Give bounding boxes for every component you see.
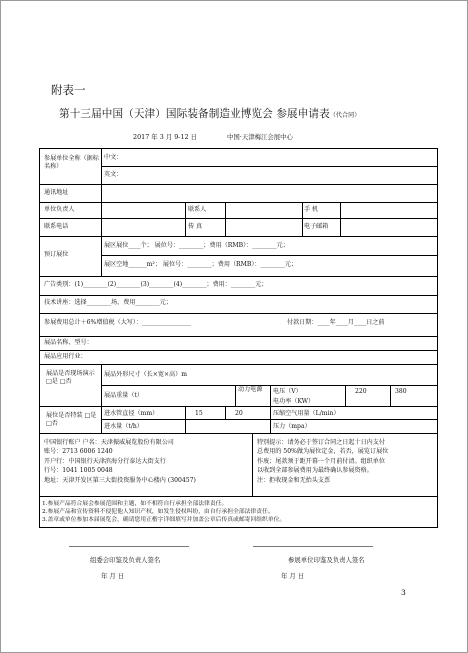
fee-total-line: 参展费用总计＋6%增值税（大写）：________________ bbox=[44, 319, 191, 326]
fax-label: 传 真 bbox=[188, 223, 203, 230]
special-note: 特别提示：请务必于签订合同之日起十日内支付 总费用的 50%做为展位定金，若否，展览订展位 作废；尾款须于距开幕一个月前付清。组织单位 以收到全部参展费用为最终确认参展资格。 注：拒收现金和无抬头支票 bbox=[257, 439, 389, 484]
pay-date-line: 付款日期：____年____月____日之前 bbox=[287, 319, 385, 326]
booth-label: 预订展位 bbox=[44, 251, 69, 258]
exhibit-name-label: 展品名称、型号： bbox=[44, 339, 93, 346]
pressure-label: 压力（mpa） bbox=[273, 423, 311, 430]
exhibit-demo-label: 展品是否现场演示 □是 □否 bbox=[46, 370, 95, 385]
bank-info: 中国银行账户 户名：天津振威展览股份有限公司 账号：2713 6006 1240 开户行：中国银行天津滨海分行泰达大街支行 行号：1041 1005 0048 地址：天津开发区第三大街投资服务中心楼内 (300457) bbox=[44, 439, 196, 484]
application-form bbox=[39, 148, 438, 528]
email-label: 电子邮箱 bbox=[304, 223, 329, 230]
contact-label: 联系人 bbox=[188, 206, 207, 213]
weight-label: 展品重量（t） bbox=[104, 392, 144, 399]
title-note: （代合同） bbox=[329, 112, 361, 119]
unit-name-label: 参展单位全称（据标名称） bbox=[44, 155, 99, 170]
voltage-220: 220 bbox=[355, 388, 367, 395]
dims-label: 展品外形尺寸（长×宽×高）m bbox=[104, 371, 188, 378]
tel-label: 联系电话 bbox=[44, 223, 69, 230]
voltage-380: 380 bbox=[395, 388, 407, 395]
special-booth-label: 展位是否特装 □是 □否 bbox=[46, 412, 97, 427]
water-flow-label: 进水量（t/h） bbox=[104, 423, 143, 430]
water-diameter-label: 进水管直径（mm） bbox=[104, 410, 159, 417]
power-kw-label: 电功率（KW） bbox=[273, 398, 315, 405]
organizer-sign-date: 年 月 日 bbox=[101, 572, 125, 580]
appendix-label: 附表一 bbox=[51, 83, 86, 97]
booth-standard-line: 展区展位____个； 展位号：________；费用（RMB）：________元； bbox=[104, 242, 289, 249]
date-venue-line bbox=[133, 132, 323, 141]
mobile-label: 手 机 bbox=[304, 206, 319, 213]
terms-notes: 1.参展产品符合展会参展范围和主题，如不相符自行承担全部法律责任。 2.参展产品和宣传资料不侵犯他人知识产权，如发生侵权纠纷，由自行承担全部法律责任。 3.盖章或单位参加本届展览会，确请您用正楷字详细填写并加盖公章后传真或邮寄回组织单位。 bbox=[42, 501, 286, 523]
expo-venue: 中国·天津梅江会展中心 bbox=[227, 133, 293, 141]
address-label: 通讯地址 bbox=[44, 189, 69, 196]
voltage-label: 电压（V） bbox=[273, 388, 302, 395]
booth-space-line: 展区空地______m²； 展位号：________；费用（RMB）：________元； bbox=[104, 261, 298, 268]
air-label: 压缩空气用量（L/min） bbox=[273, 410, 340, 417]
page-number: 3 bbox=[401, 588, 406, 597]
exhibitor-signature-label: 参展单位印鉴及负责人签名 bbox=[288, 556, 365, 564]
en-name-label: 英文： bbox=[104, 171, 123, 178]
exhibitor-sign-date: 年 月 日 bbox=[281, 572, 305, 580]
lecture-line: 技术讲座：选择________场，费用________元； bbox=[44, 299, 172, 306]
leader-label: 单位负责人 bbox=[44, 206, 75, 213]
power-label: 动力电源 bbox=[238, 386, 263, 393]
ad-line: 广告类别：(1)________(2)________(3)________(4)________；费用：________元； bbox=[44, 281, 268, 288]
water-15: 15 bbox=[195, 410, 203, 417]
form-title: 第十三届中国（天津）国际装备制造业博览会 参展申请表（代合同） bbox=[59, 108, 361, 120]
organizer-signature-label: 组委会印鉴及负责人签名 bbox=[90, 556, 161, 564]
water-20: 20 bbox=[235, 410, 243, 417]
expo-date: 2017 年 3 月 9-12 日 bbox=[133, 133, 198, 141]
cn-name-label: 中文： bbox=[104, 154, 123, 161]
exhibit-industry-label: 展品应用行业： bbox=[44, 353, 87, 360]
